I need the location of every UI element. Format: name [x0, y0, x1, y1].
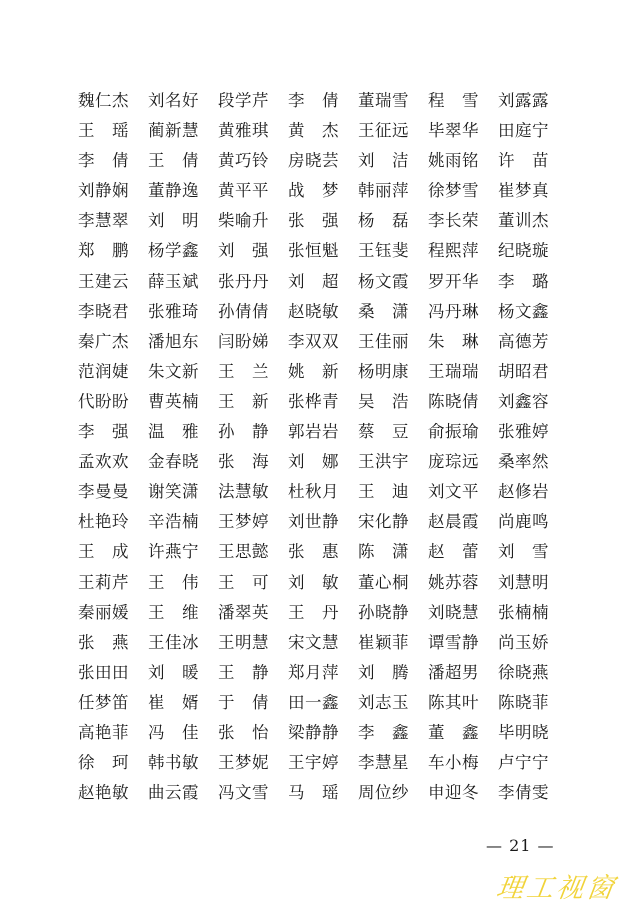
- name-entry: 刘鑫容: [498, 391, 549, 411]
- page-number: — 21 —: [486, 836, 555, 855]
- name-entry: 金春晓: [148, 452, 199, 472]
- name-entry: 梁静静: [288, 722, 339, 742]
- name-entry: 张 强: [288, 211, 339, 231]
- name-entry: 王钰斐: [358, 241, 409, 261]
- name-entry: 程熙萍: [428, 241, 479, 261]
- name-entry: 李双双: [288, 331, 339, 351]
- name-entry: 桑率然: [498, 452, 549, 472]
- name-entry: 王洪宇: [358, 452, 409, 472]
- name-entry: 刘 明: [148, 211, 199, 231]
- name-entry: 战 梦: [288, 181, 339, 201]
- name-entry: 黄巧铃: [218, 151, 269, 171]
- name-entry: 冯文雪: [218, 783, 269, 803]
- name-entry: 杨文霞: [358, 271, 409, 291]
- name-entry: 王征远: [358, 121, 409, 141]
- name-entry: 薛玉斌: [148, 271, 199, 291]
- name-entry: 田一鑫: [288, 692, 339, 712]
- name-entry: 张雅婷: [498, 422, 549, 442]
- name-entry: 纪晓璇: [498, 241, 549, 261]
- name-entry: 代盼盼: [78, 391, 129, 411]
- name-entry: 刘文平: [428, 482, 479, 502]
- name-entry: 谭雪静: [428, 632, 479, 652]
- name-entry: 张 惠: [288, 542, 339, 562]
- name-entry: 崔 婿: [148, 692, 199, 712]
- name-entry: 刘名好: [148, 91, 199, 110]
- name-entry: 杨学鑫: [148, 241, 199, 261]
- name-entry: 赵艳敏: [78, 783, 129, 803]
- name-entry: 温 雅: [148, 422, 199, 442]
- name-entry: 杨 磊: [358, 211, 409, 231]
- name-entry: 王莉芹: [78, 572, 129, 592]
- name-entry: 孙 静: [218, 422, 269, 442]
- name-entry: 张恒魁: [288, 241, 339, 261]
- name-entry: 曲云霞: [148, 783, 199, 803]
- name-entry: 赵晓敏: [288, 301, 339, 321]
- name-entry: 董心桐: [358, 572, 409, 592]
- name-entry: 王 成: [78, 542, 129, 562]
- name-entry: 韩丽萍: [358, 181, 409, 201]
- name-entry: 刘露露: [498, 91, 549, 110]
- name-entry: 崔颖菲: [358, 632, 409, 652]
- name-entry: 徐晓燕: [498, 662, 549, 682]
- name-entry: 张雅琦: [148, 301, 199, 321]
- name-entry: 刘 暖: [148, 662, 199, 682]
- name-entry: 王 维: [148, 602, 199, 622]
- name-entry: 刘 洁: [358, 151, 409, 171]
- name-entry: 程 雪: [428, 91, 479, 110]
- name-entry: 李曼曼: [78, 482, 129, 502]
- name-entry: 刘静娴: [78, 181, 129, 201]
- name-entry: 韩书敏: [148, 753, 199, 773]
- name-entry: 尚玉娇: [498, 632, 549, 652]
- name-entry: 刘志玉: [358, 692, 409, 712]
- name-entry: 刘 腾: [358, 662, 409, 682]
- name-entry: 陈其叶: [428, 692, 479, 712]
- name-entry: 曹英楠: [148, 391, 199, 411]
- name-entry: 崔梦真: [498, 181, 549, 201]
- name-entry: 董静逸: [148, 181, 199, 201]
- name-entry: 李 鑫: [358, 722, 409, 742]
- name-entry: 蔺新慧: [148, 121, 199, 141]
- name-entry: 张 怡: [218, 722, 269, 742]
- watermark-logo: 理工视窗: [494, 873, 619, 904]
- name-entry: 刘 雪: [498, 542, 549, 562]
- name-entry: 刘 敏: [288, 572, 339, 592]
- name-entry: 黄雅琪: [218, 121, 269, 141]
- name-entry: 周位纱: [358, 783, 409, 803]
- name-entry: 李 倩: [78, 151, 129, 171]
- name-entry: 孟欢欢: [78, 452, 129, 472]
- name-entry: 王梦妮: [218, 753, 269, 773]
- name-entry: 王思懿: [218, 542, 269, 562]
- name-entry: 张田田: [78, 662, 129, 682]
- name-entry: 郑 鹏: [78, 241, 129, 261]
- name-entry: 赵晨霞: [428, 512, 479, 532]
- name-entry: 秦丽媛: [78, 602, 129, 622]
- name-entry: 王 可: [218, 572, 269, 592]
- name-entry: 王建云: [78, 271, 129, 291]
- name-entry: 陈晓倩: [428, 391, 479, 411]
- name-entry: 李慧翠: [78, 211, 129, 231]
- name-entry: 闫盼娣: [218, 331, 269, 351]
- name-entry: 李长荣: [428, 211, 479, 231]
- name-entry: 蔡 豆: [358, 422, 409, 442]
- name-entry: 李 璐: [498, 271, 549, 291]
- name-entry: 刘 超: [288, 271, 339, 291]
- name-entry: 房晓芸: [288, 151, 339, 171]
- name-entry: 赵修岩: [498, 482, 549, 502]
- name-entry: 庞琮远: [428, 452, 479, 472]
- name-entry: 胡昭君: [498, 361, 549, 381]
- name-entry: 马 瑶: [288, 783, 339, 803]
- name-entry: 姚雨铭: [428, 151, 479, 171]
- name-entry: 任梦笛: [78, 692, 129, 712]
- name-entry: 黄平平: [218, 181, 269, 201]
- name-entry: 孙晓静: [358, 602, 409, 622]
- name-entry: 段学芹: [218, 91, 269, 110]
- name-entry: 杜秋月: [288, 482, 339, 502]
- name-entry: 潘翠英: [218, 602, 269, 622]
- name-entry: 宋化静: [358, 512, 409, 532]
- name-entry: 车小梅: [428, 753, 479, 773]
- name-entry: 徐梦雪: [428, 181, 479, 201]
- name-entry: 潘旭东: [148, 331, 199, 351]
- name-entry: 陈 潇: [358, 542, 409, 562]
- name-entry: 毕翠华: [428, 121, 479, 141]
- name-entry: 朱 琳: [428, 331, 479, 351]
- name-entry: 田庭宁: [498, 121, 549, 141]
- name-entry: 申迎冬: [428, 783, 479, 803]
- name-entry: 杜艳玲: [78, 512, 129, 532]
- name-entry: 张桦青: [288, 391, 339, 411]
- name-entry: 冯丹琳: [428, 301, 479, 321]
- name-entry: 张 燕: [78, 632, 129, 652]
- name-entry: 郑月萍: [288, 662, 339, 682]
- name-entry: 李晓君: [78, 301, 129, 321]
- name-entry: 李倩雯: [498, 783, 549, 803]
- name-entry: 刘 强: [218, 241, 269, 261]
- name-entry: 王佳丽: [358, 331, 409, 351]
- name-entry: 秦广杰: [78, 331, 129, 351]
- name-entry: 法慧敏: [218, 482, 269, 502]
- name-entry: 杨文鑫: [498, 301, 549, 321]
- name-entry: 王梦婷: [218, 512, 269, 532]
- name-entry: 张丹丹: [218, 271, 269, 291]
- name-entry: 许 苗: [498, 151, 549, 171]
- name-entry: 李 强: [78, 422, 129, 442]
- name-entry: 赵 蕾: [428, 542, 479, 562]
- name-entry: 董 鑫: [428, 722, 479, 742]
- name-entry: 俞振瑜: [428, 422, 479, 442]
- name-entry: 毕明晓: [498, 722, 549, 742]
- name-entry: 董训杰: [498, 211, 549, 231]
- name-entry: 吴 浩: [358, 391, 409, 411]
- name-entry: 高艳菲: [78, 722, 129, 742]
- name-entry: 杨明康: [358, 361, 409, 381]
- name-entry: 潘超男: [428, 662, 479, 682]
- name-entry: 王宇婷: [288, 753, 339, 773]
- name-entry: 王瑞瑞: [428, 361, 479, 381]
- name-entry: 许燕宁: [148, 542, 199, 562]
- name-entry: 辛浩楠: [148, 512, 199, 532]
- name-entry: 王 瑶: [78, 121, 129, 141]
- name-entry: 王 迪: [358, 482, 409, 502]
- name-entry: 尚鹿鸣: [498, 512, 549, 532]
- name-entry: 魏仁杰: [78, 91, 129, 110]
- name-entry: 柴喻升: [218, 211, 269, 231]
- name-entry: 陈晓菲: [498, 692, 549, 712]
- name-entry: 桑 潇: [358, 301, 409, 321]
- name-entry: 刘晓慧: [428, 602, 479, 622]
- name-entry: 罗开华: [428, 271, 479, 291]
- name-entry: 张楠楠: [498, 602, 549, 622]
- name-entry: 范润婕: [78, 361, 129, 381]
- name-entry: 刘慧明: [498, 572, 549, 592]
- name-entry: 郭岩岩: [288, 422, 339, 442]
- name-entry: 王 丹: [288, 602, 339, 622]
- name-entry: 王明慧: [218, 632, 269, 652]
- name-entry: 王 新: [218, 391, 269, 411]
- name-entry: 徐 珂: [78, 753, 129, 773]
- name-entry: 李慧星: [358, 753, 409, 773]
- name-entry: 黄 杰: [288, 121, 339, 141]
- name-entry: 王 兰: [218, 361, 269, 381]
- name-entry: 姚 新: [288, 361, 339, 381]
- name-entry: 宋文慧: [288, 632, 339, 652]
- name-entry: 王 静: [218, 662, 269, 682]
- name-entry: 谢笑潇: [148, 482, 199, 502]
- name-entry: 高德芳: [498, 331, 549, 351]
- name-entry: 姚苏蓉: [428, 572, 479, 592]
- name-entry: 刘世静: [288, 512, 339, 532]
- name-entry: 朱文新: [148, 361, 199, 381]
- name-entry: 于 倩: [218, 692, 269, 712]
- name-entry: 卢宁宁: [498, 753, 549, 773]
- name-list: [78, 86, 568, 808]
- name-entry: 冯 佳: [148, 722, 199, 742]
- name-entry: 王 伟: [148, 572, 199, 592]
- name-entry: 孙倩倩: [218, 301, 269, 321]
- name-entry: 董瑞雪: [358, 91, 409, 110]
- name-entry: 张 海: [218, 452, 269, 472]
- name-entry: 李 倩: [288, 91, 339, 110]
- name-entry: 刘 娜: [288, 452, 339, 472]
- name-entry: 王佳冰: [148, 632, 199, 652]
- name-entry: 王 倩: [148, 151, 199, 171]
